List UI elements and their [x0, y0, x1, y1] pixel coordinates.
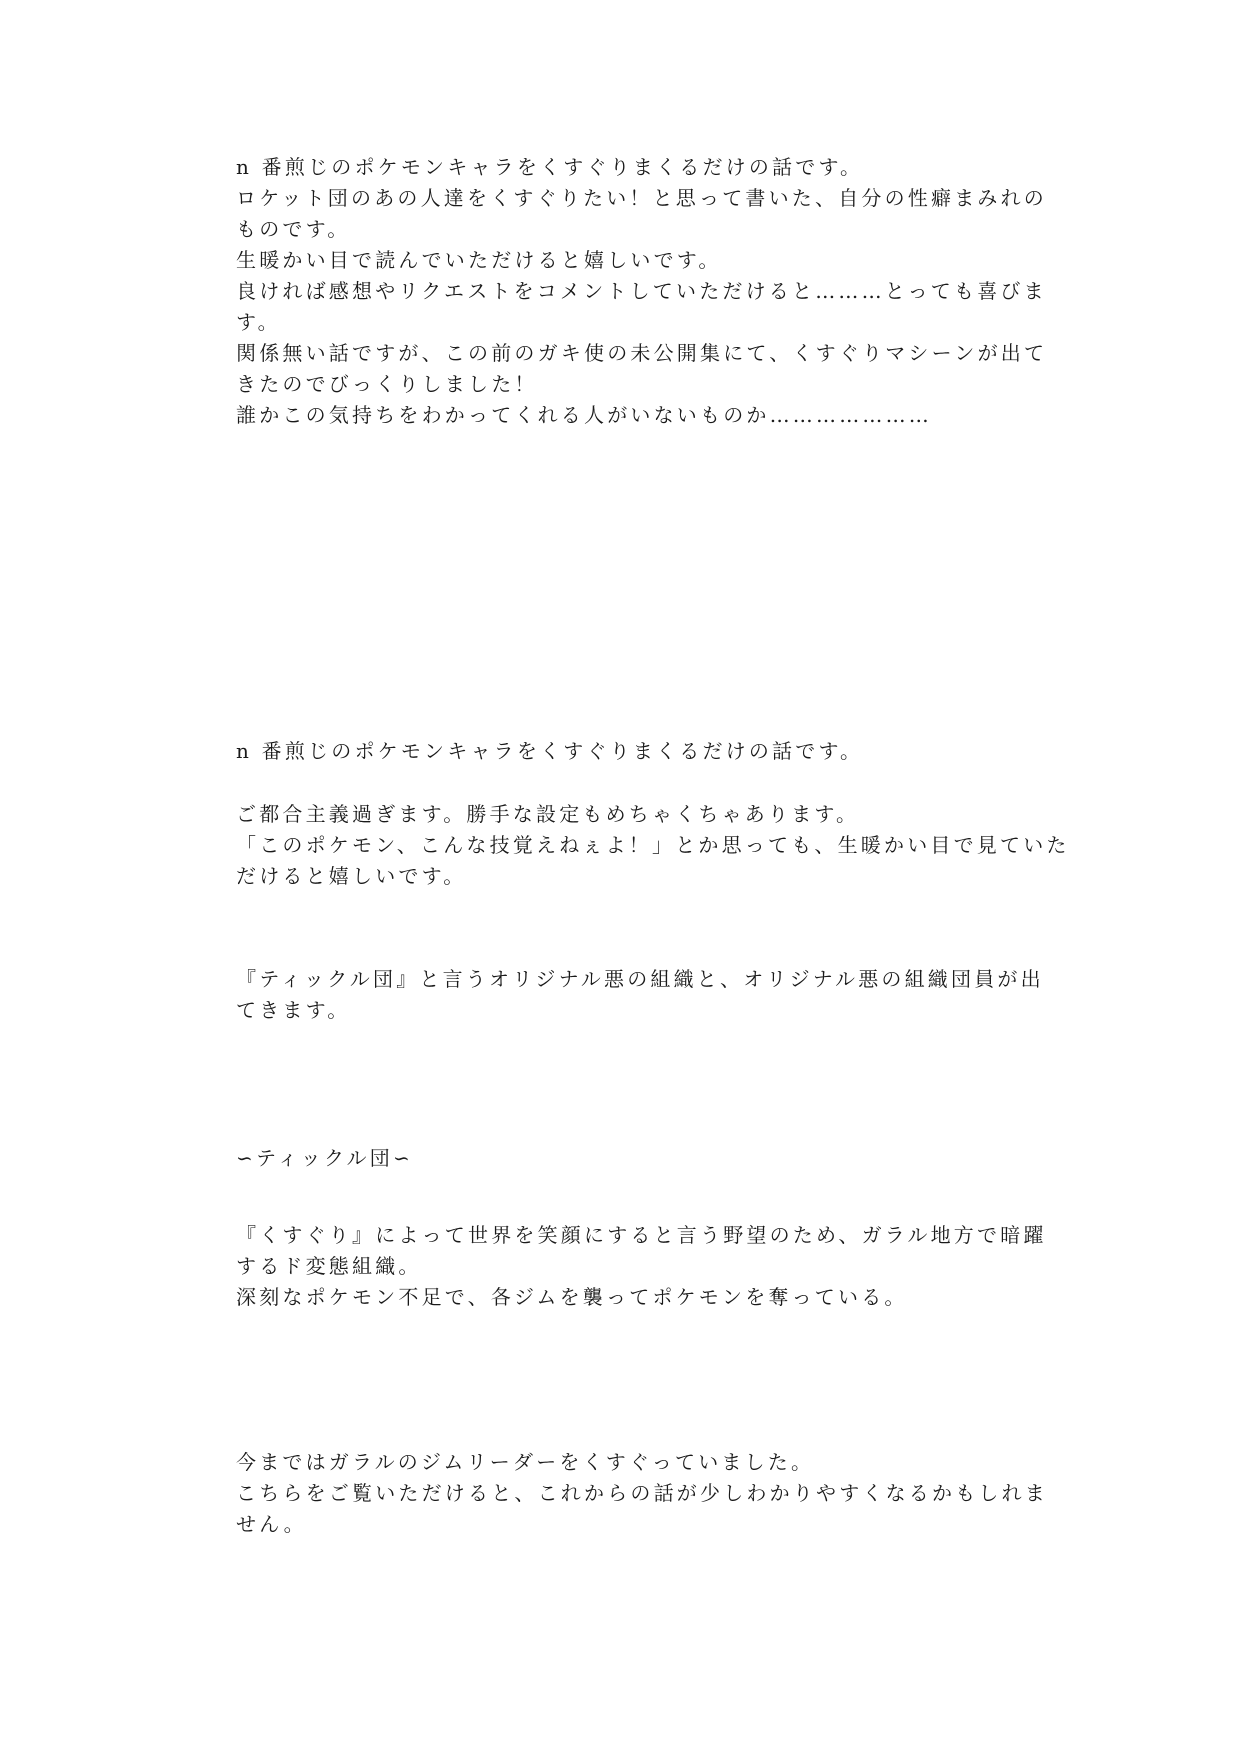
- text-line: ロケット団のあの人達をくすぐりたい！と思って書いた、自分の性癖まみれの: [236, 186, 1047, 210]
- section-heading-text: ∽ティックル団∽: [236, 1146, 413, 1170]
- text-line: 今まではガラルのジムリーダーをくすぐっていました。: [236, 1450, 815, 1474]
- text-line: ものです。: [236, 217, 351, 241]
- text-line: n 番煎じのポケモンキャラをくすぐりまくるだけの話です。: [236, 155, 864, 179]
- text-line: 『くすぐり』によって世界を笑顔にすると言う野望のため、ガラル地方で暗躍: [236, 1223, 1047, 1247]
- text-line: す。: [236, 310, 281, 334]
- text-line: だけると嬉しいです。: [236, 864, 467, 888]
- text-line: 関係無い話ですが、この前のガキ使の未公開集にて、くすぐりマシーンが出て: [236, 341, 1048, 365]
- text-line: n 番煎じのポケモンキャラをくすぐりまくるだけの話です。: [236, 739, 864, 763]
- previous-story-paragraph: [236, 1447, 1048, 1540]
- text-line: きたのでびっくりしました！: [236, 372, 538, 396]
- intro-paragraph: [236, 152, 1048, 431]
- repeat-intro-paragraph: [236, 736, 1006, 767]
- text-line: 『ティックル団』と言うオリジナル悪の組織と、オリジナル悪の組織団員が出: [236, 967, 1044, 991]
- text-line: 生暖かい目で読んでいただけると嬉しいです。: [236, 248, 722, 272]
- section-heading: [236, 1143, 1006, 1174]
- disclaimer-paragraph: [236, 799, 1070, 892]
- organization-note-paragraph: [236, 964, 1044, 1026]
- organization-description-paragraph: [236, 1220, 1047, 1313]
- text-line: 深刻なポケモン不足で、各ジムを襲ってポケモンを奪っている。: [236, 1285, 908, 1309]
- text-line: 良ければ感想やリクエストをコメントしていただけると………とっても喜びま: [236, 279, 1047, 303]
- text-line: てきます。: [236, 998, 351, 1022]
- text-line: するド変態組織。: [236, 1254, 422, 1278]
- text-line: せん。: [236, 1512, 307, 1536]
- text-line: 誰かこの気持ちをわかってくれる人がいないものか…………………: [236, 403, 932, 427]
- text-line: ご都合主義過ぎます。勝手な設定もめちゃくちゃあります。: [236, 802, 860, 826]
- text-line: 「このポケモン、こんな技覚えねぇよ！」とか思っても、生暖かい目で見ていた: [236, 833, 1070, 857]
- text-line: こちらをご覧いただけると、これからの話が少しわかりやすくなるかもしれま: [236, 1481, 1048, 1505]
